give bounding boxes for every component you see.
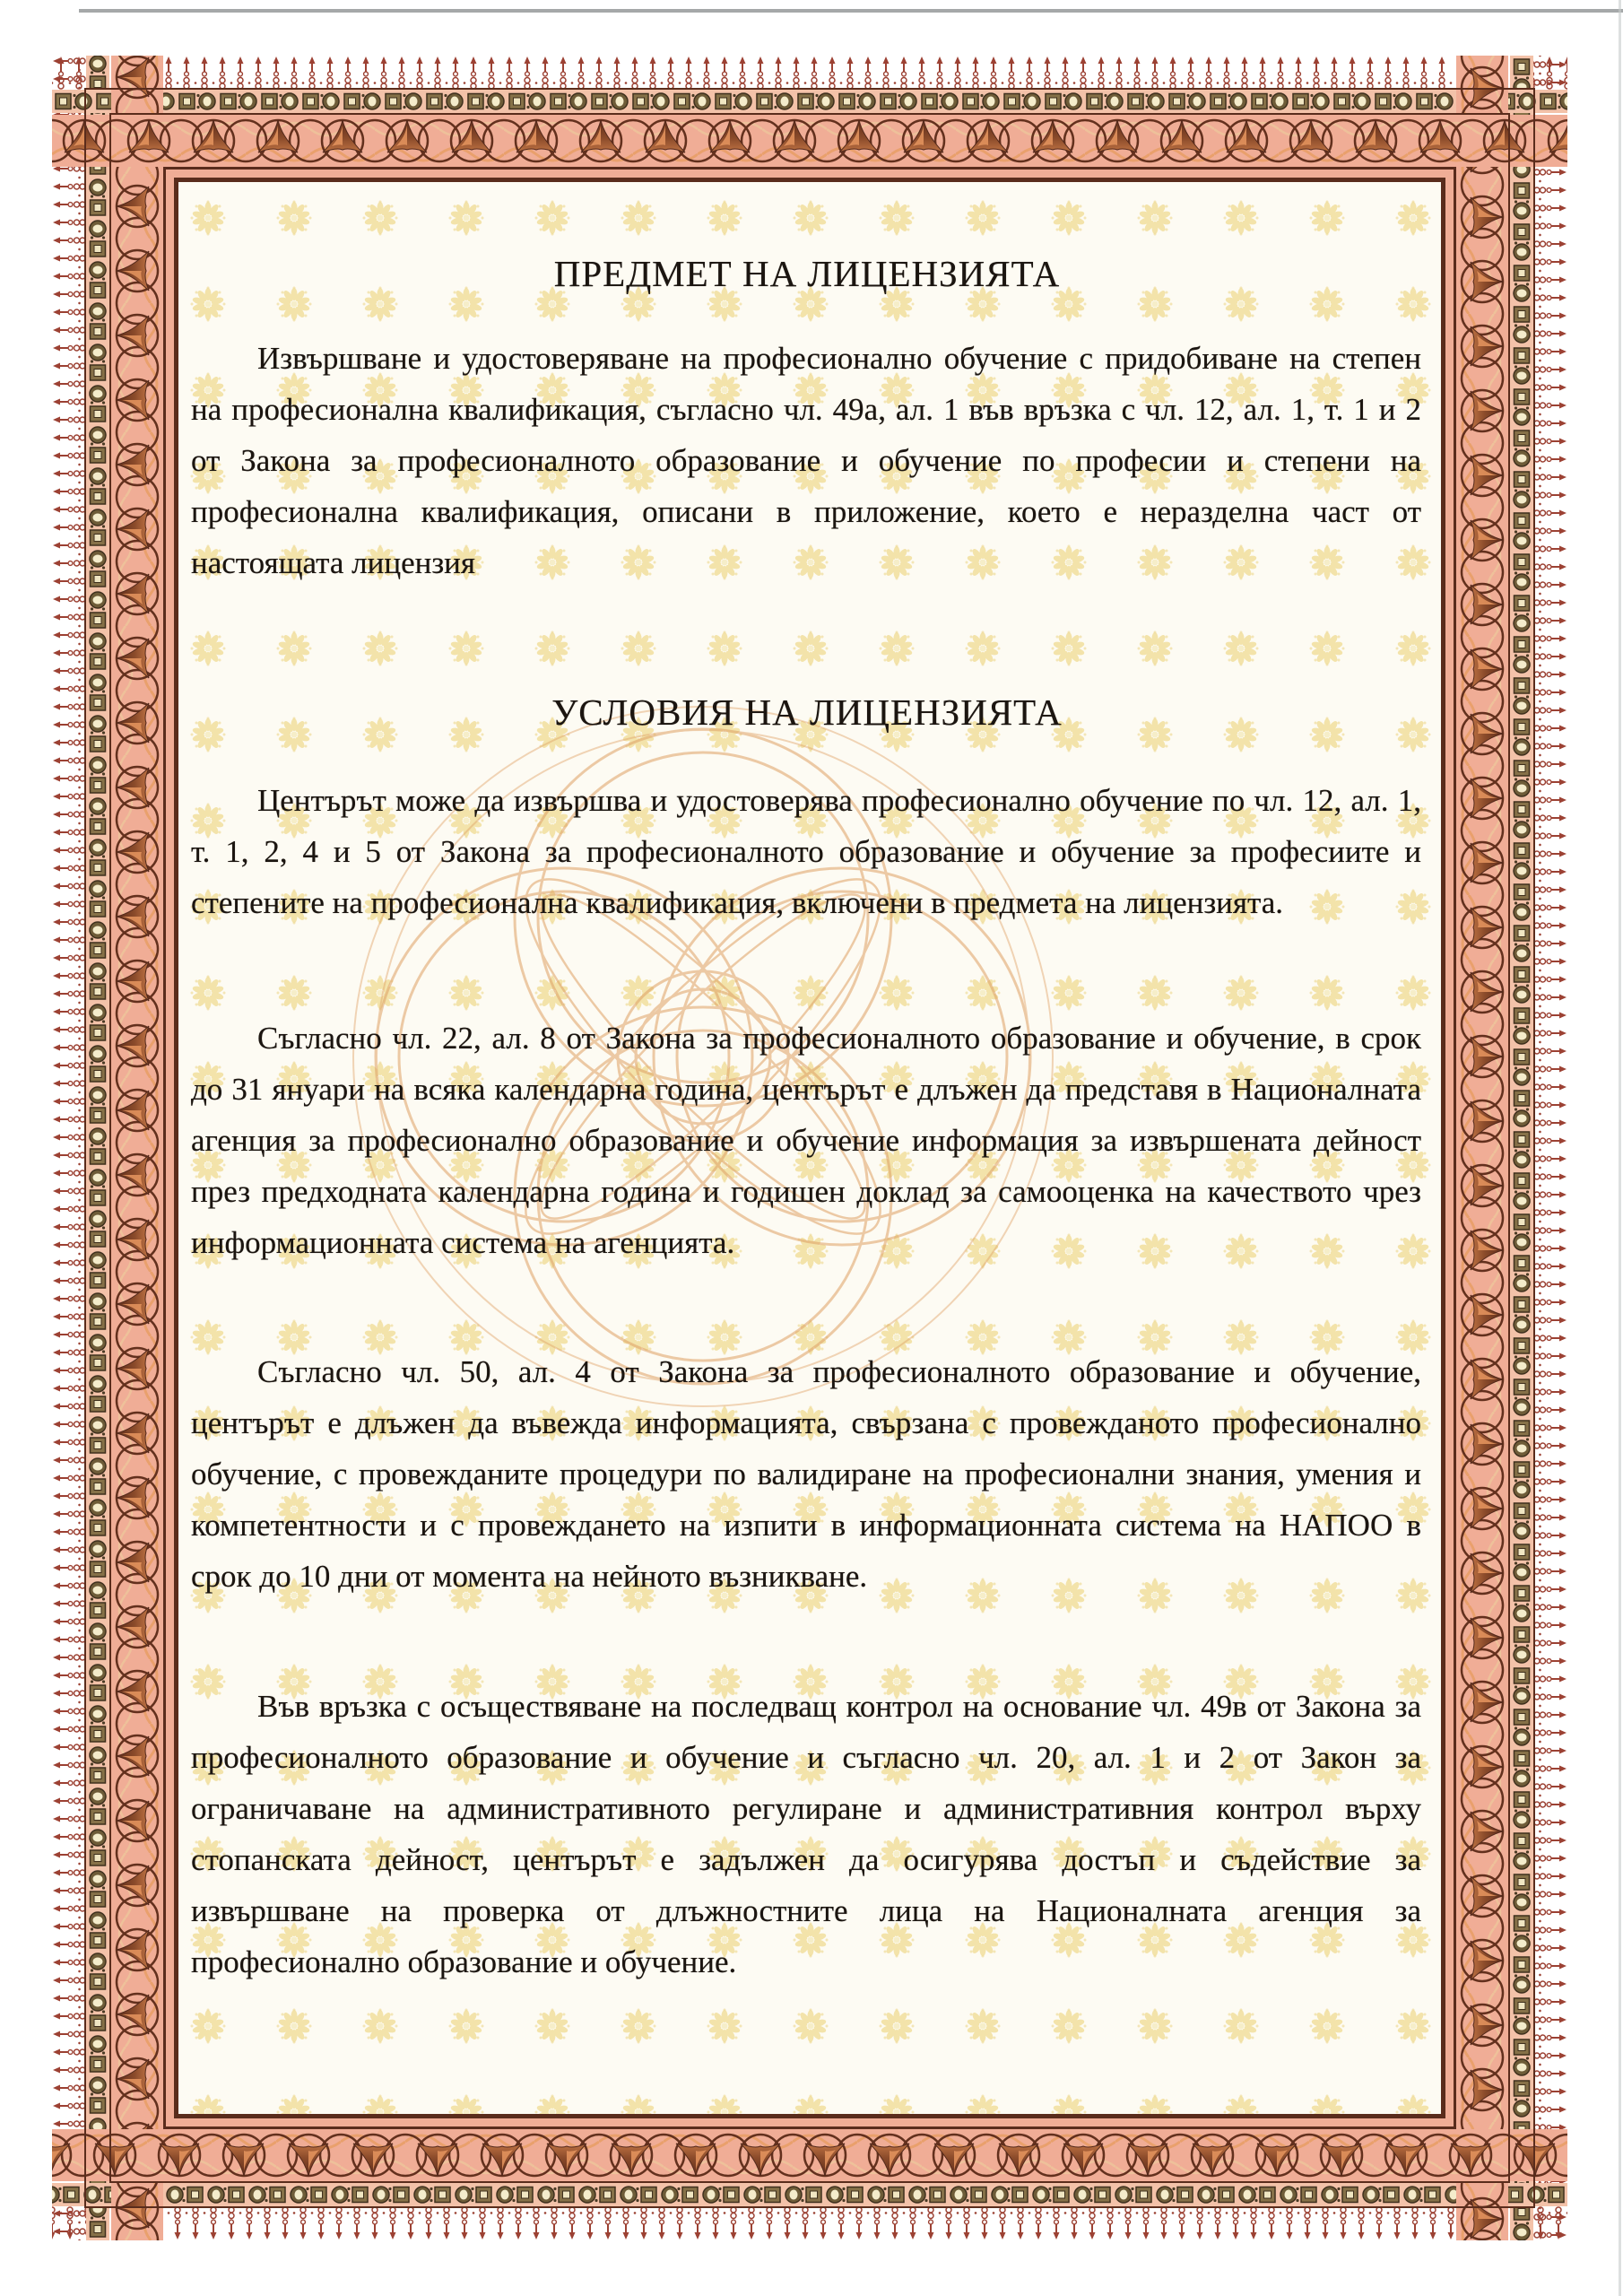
conditions-paragraph-1: Центърът може да извършва и удостоверява професионално обучение по чл. 12, ал. 1, т. 1, 2, 4 и 5 от Закона за професионалното образование и обучение за професиите и степените на професионална квалификация, включени в предмета на лицензията. — [191, 783, 1421, 920]
conditions-paragraph-2: Съгласно чл. 22, ал. 8 от Закона за професионалното образование и обучение, в срок до 31 януари на всяка календарна година, центърът е длъжен да представя в Националната агенция за професионално образование и обучение информация за извършената дейност през предходната календарна година и годишен доклад за самооценка на качеството чрез информационната система на агенцията. — [191, 1021, 1421, 1260]
conditions-paragraph-3: Съгласно чл. 50, ал. 4 от Закона за професионалното образование и обучение, центърът е длъжен да въвежда информацията, свързана с провежданото професионално обучение, с провежданите процедури по валидиране на професионални знания, умения и компетентности и с провеждането на изпити в информационната система на НАПОО в срок до 10 дни от момента на нейното възникване. — [191, 1354, 1421, 1594]
license-conditions-heading: УСЛОВИЯ НА ЛИЦЕНЗИЯТА — [551, 691, 1063, 733]
certificate-content-area — [178, 182, 1441, 2114]
conditions-paragraph-4: Във връзка с осъществяване на последващ контрол на основание чл. 49в от Закона за професионалното образование и обучение и съгласно чл. 20, ал. 1 и 2 от Закон за ограничаване на административното регулиране и административния контрол върху стопанската дейност, центърът е задължен да осигурява достъп и съдействие за извършване на проверка от длъжностните лица на Националната агенция за професионално образование и обучение. — [191, 1689, 1421, 1979]
license-subject-paragraph: Извършване и удостоверяване на професионално обучение с придобиване на степен на професионална квалификация, съгласно чл. 49а, ал. 1 във връзка с чл. 12, ал. 1, т. 1 и 2 от Закона за професионалното образование и обучение по професии и степени на професионална квалификация, описани в приложение, което е неразделна част от настоящата лицензия — [191, 341, 1421, 580]
license-subject-heading: ПРЕДМЕТ НА ЛИЦЕНЗИЯТА — [553, 253, 1061, 294]
